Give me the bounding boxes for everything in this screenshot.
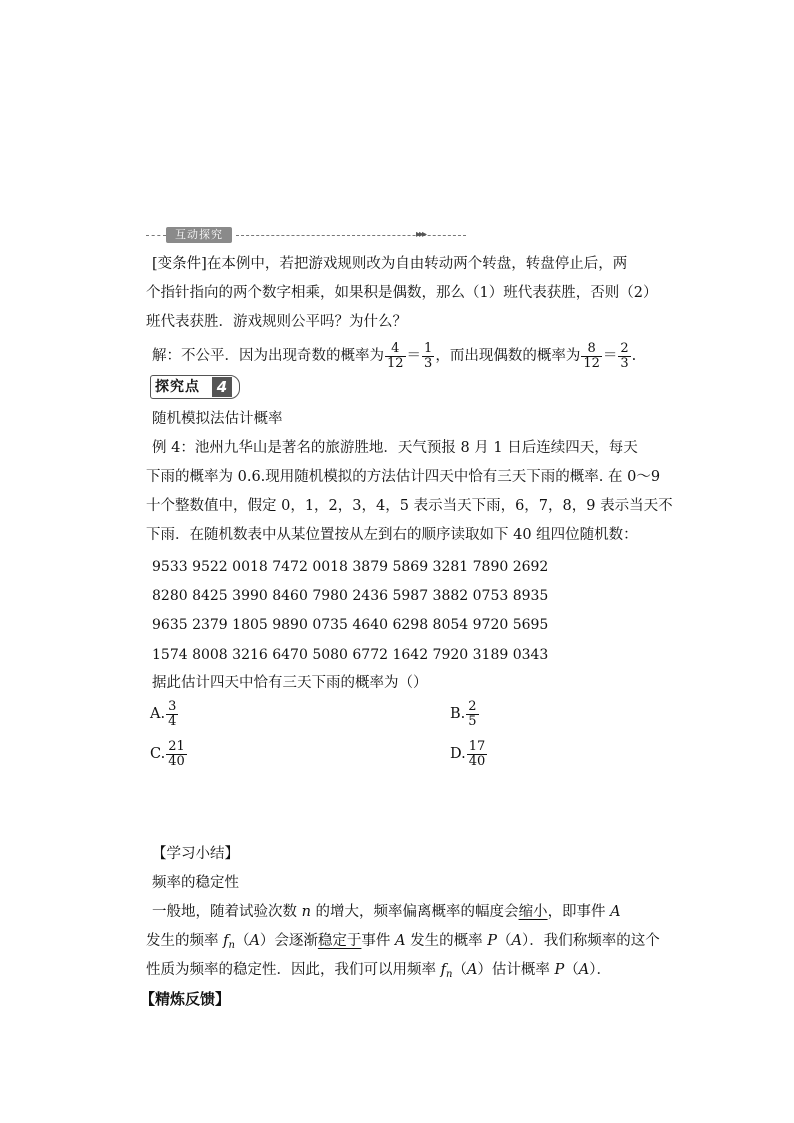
variation-line-3: 班代表获胜．游戏规则公平吗？为什么？: [146, 314, 407, 330]
fraction-2-3: $\frac{2}{3}$: [620, 340, 629, 371]
example-line-2: 下雨的概率为 0.6.现用随机模拟的方法估计四天中恰有三天下雨的概率. 在 0～9: [146, 469, 661, 485]
header-rule-right: [236, 235, 466, 236]
badge-text: 探究点: [155, 379, 200, 395]
fraction-8-12: $\frac{8}{12}$: [583, 340, 600, 371]
fraction-4-12: $\frac{4}{12}$: [387, 340, 404, 371]
question-text: 据此估计四天中恰有三天下雨的概率为（）: [152, 675, 428, 691]
interactive-header-label: 互动探究: [166, 227, 232, 243]
variation-line-1: [变条件]在本例中，若把游戏规则改为自由转动两个转盘，转盘停止后，两: [152, 256, 628, 272]
fraction-1-3: $\frac{1}{3}$: [424, 340, 433, 371]
summary-topic: 频率的稳定性: [152, 875, 239, 891]
option-a[interactable]: A. $\frac{3}{4}$: [150, 698, 177, 729]
badge-number: 4: [212, 377, 232, 397]
equals-sign: ＝: [406, 348, 422, 364]
random-row-2: 8280 8425 3990 8460 7980 2436 5987 3882 0753 8935: [152, 588, 549, 604]
summary-heading: 【学习小结】: [152, 846, 239, 862]
section-badge: [150, 375, 240, 399]
underlined-term-stable: 稳定于: [317, 933, 362, 949]
fraction-17-40: $\frac{17}{40}$: [468, 738, 486, 769]
example-line-1: 例 4：池州九华山是著名的旅游胜地．天气预报 8 月 1 日后连续四天，每天: [152, 440, 638, 456]
answer-prefix: 解：不公平．因为出现奇数的概率为: [152, 348, 384, 364]
equals-sign-2: ＝: [602, 348, 618, 364]
arrow-icon: ▸▸▸: [416, 229, 426, 240]
summary-paragraph-line-1: 一般地，随着试验次数 n 的增大，频率偏离概率的幅度会缩小，即事件 A: [152, 904, 621, 920]
example-line-3: 十个整数值中，假定 0，1，2，3，4，5 表示当天下雨，6，7，8，9 表示当天不: [146, 498, 673, 514]
random-row-4: 1574 8008 3216 6470 5080 6772 1642 7920 3189 0343: [152, 647, 549, 663]
section-title: 随机模拟法估计概率: [152, 411, 283, 427]
answer-end: .: [631, 348, 637, 364]
option-b[interactable]: B. $\frac{2}{5}$: [450, 698, 477, 729]
underlined-term-shrink: 缩小: [518, 904, 548, 920]
option-d[interactable]: D. $\frac{17}{40}$: [450, 738, 486, 769]
fraction-3-4: $\frac{3}{4}$: [168, 698, 177, 729]
option-c[interactable]: C. $\frac{21}{40}$: [150, 738, 185, 769]
fraction-21-40: $\frac{21}{40}$: [168, 738, 185, 769]
random-row-3: 9635 2379 1805 9890 0735 4640 6298 8054 9720 5695: [152, 617, 549, 633]
header-rule-left: [146, 235, 166, 236]
variation-line-2: 个指针指向的两个数字相乘，如果积是偶数，那么（1）班代表获胜，否则（2）: [146, 285, 658, 301]
answer-middle: ，而出现偶数的概率为: [435, 348, 581, 364]
example-line-4: 下雨．在随机数表中从某位置按从左到右的顺序读取如下 40 组四位随机数：: [146, 527, 638, 543]
fraction-2-5: $\frac{2}{5}$: [468, 698, 477, 729]
random-row-1: 9533 9522 0018 7472 0018 3879 5869 3281 7890 2692: [152, 559, 549, 575]
summary-paragraph-line-2: 发生的频率 $f_n(A)$会逐渐稳定于事件 A 发生的概率 P（A）．我们称频率的这个: [146, 933, 660, 951]
feedback-heading: 【精炼反馈】: [140, 990, 231, 1008]
summary-paragraph-line-3: 性质为频率的稳定性．因此，我们可以用频率 $f_n(A)$估计概率 P（A）．: [146, 962, 612, 980]
answer-line: [152, 341, 636, 371]
